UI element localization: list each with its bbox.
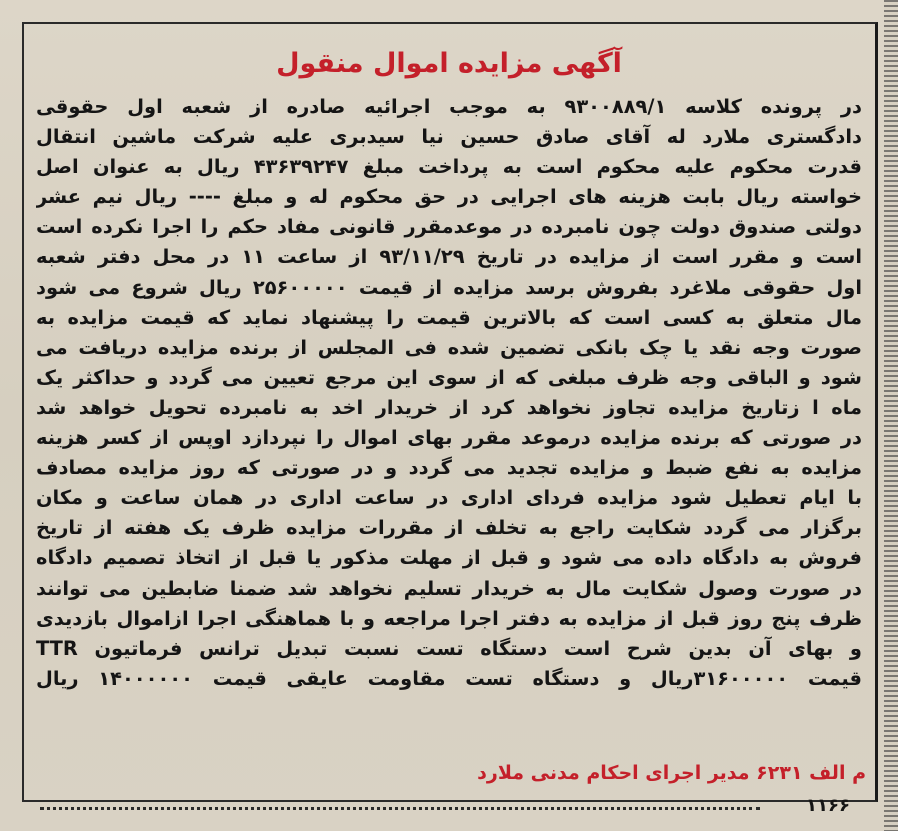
notice-body — [36, 92, 862, 694]
notice-line: در پرونده کلاسه ۹۳۰۰۸۸۹/۱ به موجب اجرائیه صادره از شعبه اول حقوقی — [36, 95, 862, 118]
column-edge — [884, 0, 898, 831]
notice-line: در صورتی که برنده مزایده درموعد مقرر بهای اموال را نپردازد اوپس از کسر هزینه — [36, 426, 862, 450]
notice-line: قیمت ۳۱۶۰۰۰۰۰ریال و دستگاه تست مقاومت عایقی قیمت ۱۴۰۰۰۰۰۰ ریال — [36, 666, 862, 690]
notice-line: برگزار می گردد شکایت راجع به تخلف از مقررات مزایده ظرف یک هفته از تاریخ — [36, 516, 862, 540]
notice-line: دادگستری ملارد له آقای صادق حسین نیا سیدبری علیه شرکت ماشین انتقال — [36, 125, 862, 149]
notice-signature: م الف ۶۲۳۱ مدیر اجرای احکام مدنی ملارد — [477, 762, 866, 784]
notice-line: با ایام تعطیل شود مزایده فردای اداری در ساعت اداری در همان ساعت و مکان — [36, 486, 862, 510]
notice-line: شود و الباقی وجه ظرف مبلغی که از سوی این مرجع تعیین می گردد و حداکثر یک — [36, 365, 862, 389]
notice-line: ظرف پنج روز قبل از مزایده به دفتر اجرا مراجعه و با هماهنگی اجرا ازاموال بازدیدی — [36, 606, 862, 630]
notice-code: ۱۱۶۶ — [806, 795, 850, 816]
notice-line: ماه ا زتاریخ مزایده تجاوز نخواهد کرد از خریدار اخد به نامبرده تحویل خواهد شد — [36, 395, 862, 419]
notice-line: مزایده به نفع ضبط و مزایده تجدید می گردد و در صورتی که روز مزایده مصادف — [36, 456, 862, 480]
notice-line: در صورت وصول شکایت مال به خریدار تسلیم نخواهد شد ضمنا ضابطین می توانند — [36, 576, 862, 600]
dotted-separator — [40, 807, 760, 810]
notice-line: خواسته ریال بابت هزینه های اجرایی در حق محکوم له و مبلغ ---- ریال نیم عشر — [36, 185, 862, 209]
notice-title: آگهی مزایده اموال منقول — [276, 48, 622, 79]
notice-line: و بهای آن بدین شرح است دستگاه تست نسبت تبدیل ترانس فرماتیون TTR — [36, 636, 862, 660]
notice-line: فروش به دادگاه داده می شود و قبل از مهلت مذکور یا قبل از اتخاذ تصمیم دادگاه — [36, 546, 862, 570]
notice-line: دولتی صندوق دولت چون نامبرده در موعدمقرر قانونی مفاد حکم را اجرا نکرده است — [36, 215, 862, 239]
notice-line: قدرت محکوم علیه محکوم است به پرداخت مبلغ ۴۳۶۳۹۲۴۷ ریال به عنوان اصل — [36, 155, 862, 179]
notice-line: صورت وجه نقد یا چک بانکی تضمین شده فی المجلس از برنده مزایده دریافت می — [36, 335, 862, 359]
notice-line: است و مقرر است از مزایده در تاریخ ۹۳/۱۱/۲۹ از ساعت ۱۱ در محل دفتر شعبه — [36, 245, 862, 269]
notice-line: اول حقوقی ملاغرد بفروش برسد مزایده از قیمت ۲۵۶۰۰۰۰۰ ریال شروع می شود — [36, 275, 862, 299]
notice-line: مال متعلق به کسی است که بالاترین قیمت را پیشنهاد نماید که قیمت مزایده به — [36, 305, 862, 329]
